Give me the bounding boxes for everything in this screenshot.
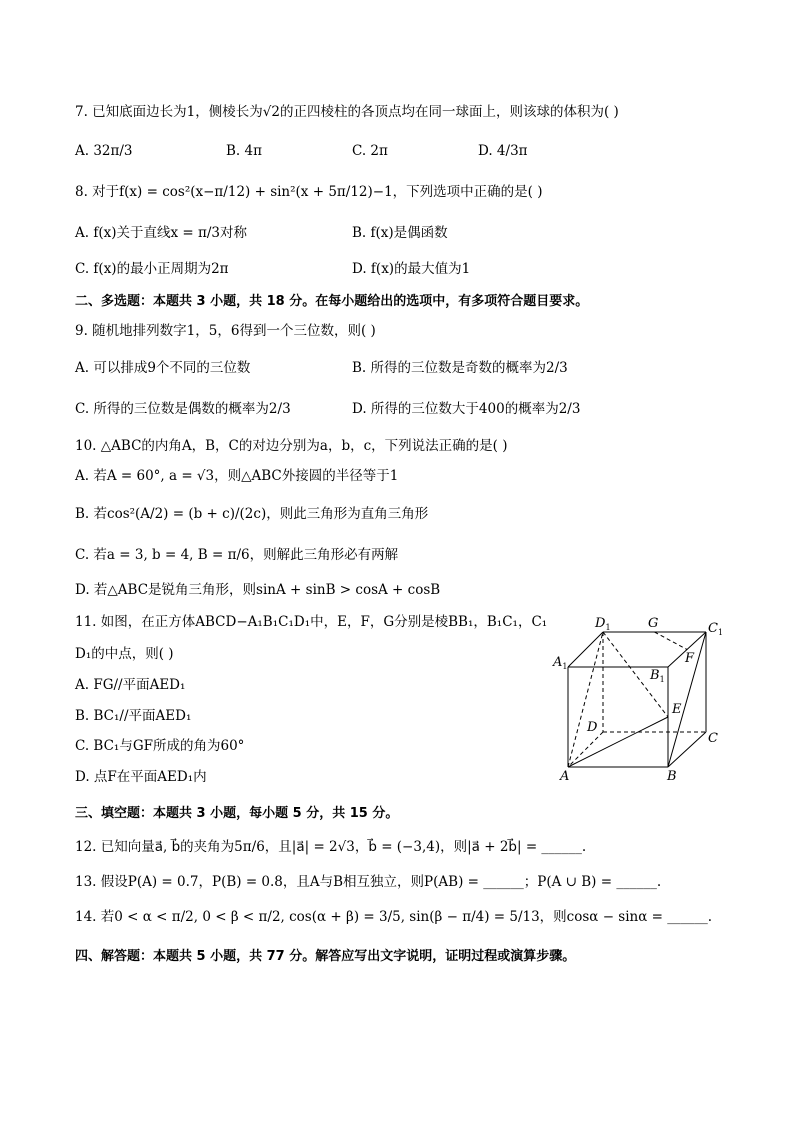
edge-da-hidden: [568, 732, 603, 767]
label-d: D: [587, 720, 598, 735]
label-f: F: [685, 651, 695, 666]
label-b: B: [667, 769, 677, 784]
q8-option-b: B. f(x)是偶函数: [352, 225, 448, 241]
q9-option-a: A. 可以排成9个不同的三位数: [75, 360, 251, 376]
q10-option-d: D. 若△ABC是锐角三角形，则sinA + sinB > cosA + cosB: [75, 582, 441, 598]
line-ae: [568, 717, 668, 767]
q8-stem: 8. 对于f(x) = cos²(x−π/12) + sin²(x + 5π/12)−1，下列选项中正确的是( ): [75, 184, 543, 200]
label-a1: $A_1$: [553, 655, 568, 671]
q11-option-d: D. 点F在平面AED₁内: [75, 769, 207, 785]
label-d1: $D_1$: [595, 616, 611, 632]
q10-stem: 10. △ABC的内角A，B，C的对边分别为a，b，c，下列说法正确的是( ): [75, 438, 508, 454]
label-g: G: [648, 616, 659, 631]
q8-option-a: A. f(x)关于直线x = π/3对称: [75, 225, 247, 241]
q10-option-c: C. 若a = 3, b = 4, B = π/6，则解此三角形必有两解: [75, 547, 399, 563]
q9-option-c: C. 所得的三位数是偶数的概率为2/3: [75, 401, 291, 417]
q11-option-a: A. FG//平面AED₁: [75, 677, 186, 693]
edge-a1d1: [568, 632, 603, 667]
q7-stem: 7. 已知底面边长为1，侧棱长为√2的正四棱柱的各顶点均在同一球面上，则该球的体积为( ): [75, 104, 619, 120]
label-c1: $C_1$: [708, 621, 724, 637]
q10-option-a: A. 若A = 60°, a = √3，则△ABC外接圆的半径等于1: [75, 468, 399, 484]
q10-option-b: B. 若cos²(A/2) = (b + c)/(2c)，则此三角形为直角三角形: [75, 506, 429, 522]
q7-option-b: B. 4π: [226, 143, 262, 159]
q11-option-b: B. BC₁//平面AED₁: [75, 708, 192, 724]
q9-option-d: D. 所得的三位数大于400的概率为2/3: [352, 401, 581, 417]
q8-option-c: C. f(x)的最小正周期为2π: [75, 261, 229, 277]
q12: 12. 已知向量a⃗, b⃗的夹角为5π/6，且|a⃗| = 2√3，b⃗ = (−3,4)，则|a⃗ + 2b⃗| = ______.: [75, 839, 587, 855]
section-2-heading: 二、多选题：本题共 3 小题，共 18 分。在每小题给出的选项中，有多项符合题目要求。: [75, 294, 589, 309]
edge-cb: [668, 732, 706, 767]
q13: 13. 假设P(A) = 0.7，P(B) = 0.8，且A与B相互独立，则P(AB) = ______；P(A ∪ B) = ______.: [75, 874, 662, 890]
label-a: A: [560, 769, 570, 784]
cube-figure: [548, 612, 728, 787]
section-4-heading: 四、解答题：本题共 5 小题，共 77 分。解答应写出文字说明，证明过程或演算步骤。: [75, 949, 576, 964]
q7-option-a: A. 32π/3: [75, 143, 133, 159]
section-3-heading: 三、填空题：本题共 3 小题，每小题 5 分，共 15 分。: [75, 806, 399, 821]
q9-option-b: B. 所得的三位数是奇数的概率为2/3: [352, 360, 568, 376]
q7-option-d: D. 4/3π: [478, 143, 528, 159]
label-b1: $B_1$: [650, 668, 665, 684]
line-gf: [655, 632, 688, 650]
label-c: C: [708, 731, 718, 746]
q7-option-c: C. 2π: [352, 143, 388, 159]
line-ad1: [568, 632, 603, 767]
q14: 14. 若0 < α < π/2, 0 < β < π/2, cos(α + β) = 3/5, sin(β − π/4) = 5/13，则cosα − sinα = ______.: [75, 909, 713, 925]
q11-option-c: C. BC₁与GF所成的角为60°: [75, 738, 245, 754]
q11-stem-line2: D₁的中点，则( ): [75, 646, 174, 662]
q8-option-d: D. f(x)的最大值为1: [352, 261, 471, 277]
label-e: E: [672, 702, 682, 717]
q9-stem: 9. 随机地排列数字1，5，6得到一个三位数，则( ): [75, 323, 376, 339]
q11-stem-line1: 11. 如图，在正方体ABCD−A₁B₁C₁D₁中，E，F，G分别是棱BB₁，B₁C₁，C₁: [75, 614, 548, 630]
